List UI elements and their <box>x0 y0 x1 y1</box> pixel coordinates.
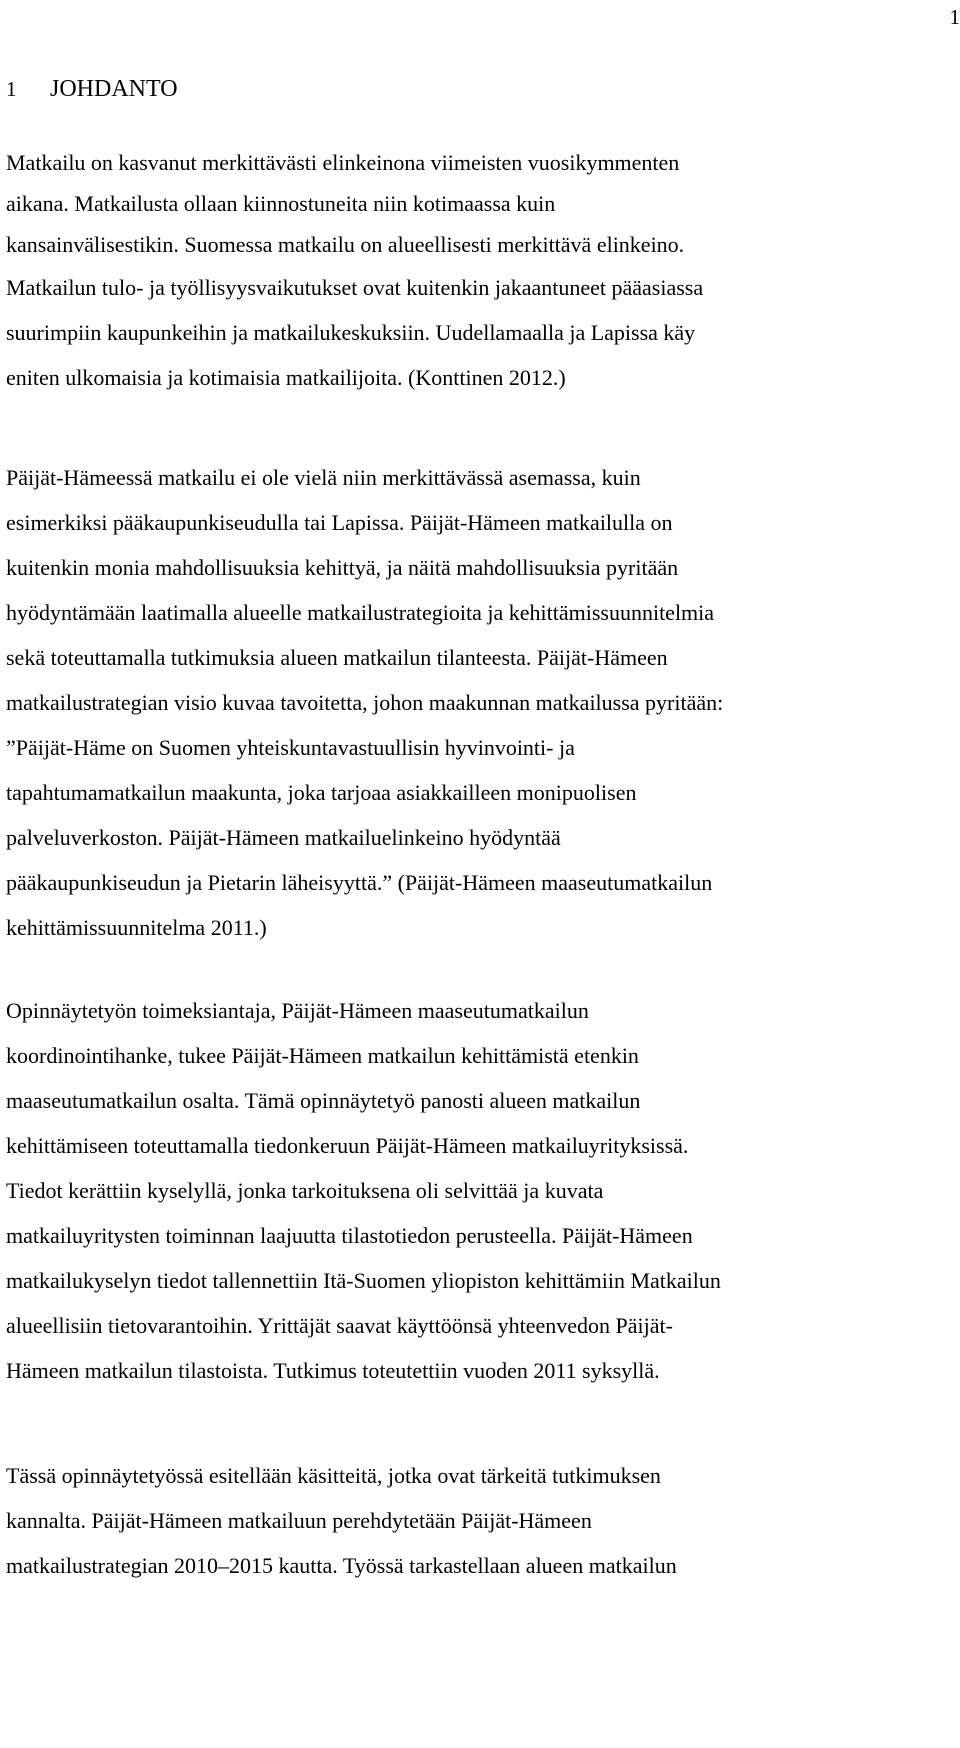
text-line: aikana. Matkailusta ollaan kiinnostuneita niin kotimaassa kuin <box>6 191 556 216</box>
text-line: kannalta. Päijät-Hämeen matkailuun perehdytetään Päijät-Hämeen <box>6 1508 592 1533</box>
text-line: kuitenkin monia mahdollisuuksia kehittyä, ja näitä mahdollisuuksia pyritään <box>6 555 679 580</box>
chapter-number: 1 <box>6 77 17 101</box>
text-line: ”Päijät-Häme on Suomen yhteiskuntavastuullisin hyvinvointi- ja <box>6 735 575 760</box>
paragraph-thesis-overview <box>6 1453 956 1588</box>
text-line: esimerkiksi pääkaupunkiseudulla tai Lapissa. Päijät-Hämeen matkailulla on <box>6 510 673 535</box>
text-line: eniten ulkomaisia ja kotimaisia matkailijoita. (Konttinen 2012.) <box>6 365 566 390</box>
text-line: pääkaupunkiseudun ja Pietarin läheisyyttä.” (Päijät-Hämeen maaseutumatkailun <box>6 870 713 895</box>
text-line: Matkailun tulo- ja työllisyysvaikutukset ovat kuitenkin jakaantuneet pääasiassa <box>6 275 704 300</box>
text-line: kehittämiseen toteuttamalla tiedonkeruun Päijät-Hämeen matkailuyrityksissä. <box>6 1133 689 1158</box>
text-line: hyödyntämään laatimalla alueelle matkailustrategioita ja kehittämissuunnitelmia <box>6 600 715 625</box>
paragraph-paijat-hame <box>6 455 956 950</box>
text-line: Hämeen matkailun tilastoista. Tutkimus toteutettiin vuoden 2011 syksyllä. <box>6 1358 660 1383</box>
paragraph-intro <box>6 142 956 400</box>
text-line: koordinointihanke, tukee Päijät-Hämeen matkailun kehittämistä etenkin <box>6 1043 639 1068</box>
text-line: Päijät-Hämeessä matkailu ei ole vielä niin merkittävässä asemassa, kuin <box>6 465 641 490</box>
text-line: maaseutumatkailun osalta. Tämä opinnäytetyö panosti alueen matkailun <box>6 1088 641 1113</box>
text-line: palveluverkoston. Päijät-Hämeen matkailuelinkeino hyödyntää <box>6 825 561 850</box>
text-line: tapahtumamatkailun maakunta, joka tarjoaa asiakkailleen monipuolisen <box>6 780 637 805</box>
text-line: kansainvälisestikin. Suomessa matkailu on alueellisesti merkittävä elinkeino. <box>6 232 685 257</box>
text-line: matkailustrategian visio kuvaa tavoitetta, johon maakunnan matkailussa pyritään: <box>6 690 724 715</box>
text-line: matkailustrategian 2010–2015 kautta. Työssä tarkastellaan alueen matkailun <box>6 1553 677 1578</box>
text-line: Tiedot kerättiin kyselyllä, jonka tarkoituksena oli selvittää ja kuvata <box>6 1178 604 1203</box>
text-line: kehittämissuunnitelma 2011.) <box>6 915 267 940</box>
text-line: Tässä opinnäytetyössä esitellään käsitteitä, jotka ovat tärkeitä tutkimuksen <box>6 1463 661 1488</box>
text-line: sekä toteuttamalla tutkimuksia alueen matkailun tilanteesta. Päijät-Hämeen <box>6 645 668 670</box>
text-line: matkailukyselyn tiedot tallennettiin Itä-Suomen yliopiston kehittämiin Matkailun <box>6 1268 721 1293</box>
text-line: alueellisiin tietovarantoihin. Yrittäjät saavat käyttöönsä yhteenvedon Päijät- <box>6 1313 673 1338</box>
text-line: Matkailu on kasvanut merkittävästi elinkeinona viimeisten vuosikymmenten <box>6 150 680 175</box>
chapter-heading <box>6 72 178 106</box>
page-number: 1 <box>949 5 960 29</box>
text-line: suurimpiin kaupunkeihin ja matkailukeskuksiin. Uudellamaalla ja Lapissa käy <box>6 320 696 345</box>
paragraph-commissioner <box>6 988 956 1393</box>
text-line: matkailuyritysten toiminnan laajuutta tilastotiedon perusteella. Päijät-Hämeen <box>6 1223 693 1248</box>
chapter-title: JOHDANTO <box>50 76 178 102</box>
text-line: Opinnäytetyön toimeksiantaja, Päijät-Hämeen maaseutumatkailun <box>6 998 589 1023</box>
